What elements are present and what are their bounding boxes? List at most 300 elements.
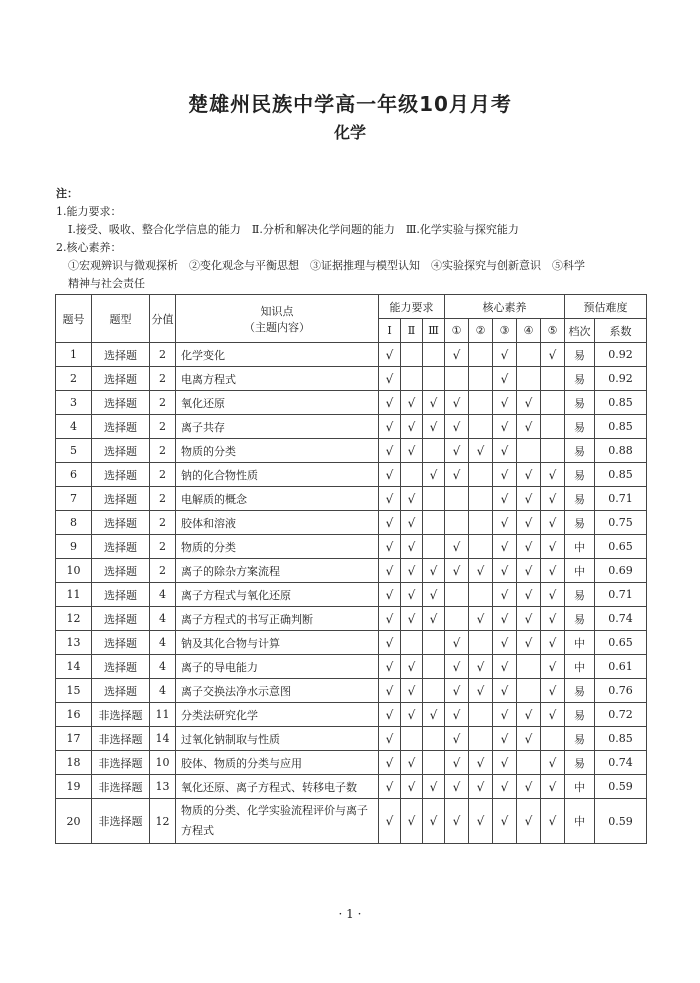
cell-literacy-3: √ xyxy=(493,583,517,607)
ability-head: 1.能力要求： xyxy=(56,205,122,218)
cell-ability-2: √ xyxy=(401,439,423,463)
cell-literacy-1: √ xyxy=(445,799,469,844)
cell-coef: 0.92 xyxy=(595,343,647,367)
notes xyxy=(56,185,652,293)
cell-literacy-2: √ xyxy=(469,775,493,799)
cell-level: 易 xyxy=(565,463,595,487)
cell-num: 4 xyxy=(56,415,92,439)
cell-type: 非选择题 xyxy=(92,727,150,751)
cell-literacy-3: √ xyxy=(493,799,517,844)
table-row xyxy=(56,799,647,844)
cell-ability-1: √ xyxy=(379,367,401,391)
cell-literacy-2 xyxy=(469,391,493,415)
cell-score: 10 xyxy=(150,751,176,775)
cell-ability-1: √ xyxy=(379,679,401,703)
cell-ability-3 xyxy=(423,511,445,535)
cell-coef: 0.85 xyxy=(595,727,647,751)
cell-literacy-1: √ xyxy=(445,703,469,727)
cell-knowledge: 电离方程式 xyxy=(176,367,379,391)
cell-literacy-3: √ xyxy=(493,511,517,535)
cell-num: 19 xyxy=(56,775,92,799)
cell-literacy-2 xyxy=(469,511,493,535)
cell-level: 易 xyxy=(565,343,595,367)
cell-type: 选择题 xyxy=(92,463,150,487)
cell-ability-3 xyxy=(423,367,445,391)
cell-type: 选择题 xyxy=(92,367,150,391)
cell-ability-3 xyxy=(423,631,445,655)
cell-ability-1: √ xyxy=(379,343,401,367)
cell-literacy-4: √ xyxy=(517,415,541,439)
cell-ability-2: √ xyxy=(401,679,423,703)
cell-literacy-2 xyxy=(469,343,493,367)
cell-literacy-2 xyxy=(469,703,493,727)
table-row xyxy=(56,679,647,703)
cell-ability-3: √ xyxy=(423,775,445,799)
cell-num: 20 xyxy=(56,799,92,844)
cell-literacy-4: √ xyxy=(517,463,541,487)
cell-literacy-4 xyxy=(517,751,541,775)
cell-type: 非选择题 xyxy=(92,703,150,727)
cell-literacy-1: √ xyxy=(445,631,469,655)
cell-level: 易 xyxy=(565,583,595,607)
cell-coef: 0.71 xyxy=(595,487,647,511)
cell-literacy-4: √ xyxy=(517,775,541,799)
table-row xyxy=(56,775,647,799)
cell-type: 选择题 xyxy=(92,511,150,535)
page-number: · 1 · xyxy=(338,907,362,921)
cell-score: 2 xyxy=(150,559,176,583)
cell-literacy-3: √ xyxy=(493,631,517,655)
cell-ability-2: √ xyxy=(401,535,423,559)
cell-type: 选择题 xyxy=(92,439,150,463)
cell-literacy-4: √ xyxy=(517,703,541,727)
header-knowledge xyxy=(176,295,379,343)
cell-score: 2 xyxy=(150,463,176,487)
cell-ability-3: √ xyxy=(423,391,445,415)
table-row xyxy=(56,559,647,583)
cell-coef: 0.72 xyxy=(595,703,647,727)
cell-num: 14 xyxy=(56,655,92,679)
cell-type: 选择题 xyxy=(92,487,150,511)
cell-literacy-1: √ xyxy=(445,535,469,559)
cell-literacy-2 xyxy=(469,727,493,751)
table-row xyxy=(56,391,647,415)
cell-type: 非选择题 xyxy=(92,751,150,775)
header-ability: 能力要求 xyxy=(379,295,445,319)
cell-score: 4 xyxy=(150,631,176,655)
cell-literacy-2 xyxy=(469,487,493,511)
cell-type: 选择题 xyxy=(92,607,150,631)
cell-level: 易 xyxy=(565,439,595,463)
table-row xyxy=(56,703,647,727)
cell-literacy-3: √ xyxy=(493,391,517,415)
cell-ability-3: √ xyxy=(423,607,445,631)
cell-num: 10 xyxy=(56,559,92,583)
cell-score: 2 xyxy=(150,415,176,439)
table-row xyxy=(56,727,647,751)
literacy-list-line2: 精神与社会责任 xyxy=(68,277,145,290)
cell-score: 12 xyxy=(150,799,176,844)
cell-knowledge: 离子方程式的书写正确判断 xyxy=(176,607,379,631)
cell-literacy-5: √ xyxy=(541,703,565,727)
cell-literacy-4: √ xyxy=(517,511,541,535)
cell-ability-2: √ xyxy=(401,559,423,583)
cell-literacy-2: √ xyxy=(469,679,493,703)
cell-literacy-3: √ xyxy=(493,439,517,463)
cell-level: 易 xyxy=(565,607,595,631)
cell-literacy-5: √ xyxy=(541,535,565,559)
cell-coef: 0.69 xyxy=(595,559,647,583)
cell-literacy-1: √ xyxy=(445,775,469,799)
cell-literacy-5: √ xyxy=(541,559,565,583)
cell-knowledge: 胶体和溶液 xyxy=(176,511,379,535)
cell-literacy-1: √ xyxy=(445,559,469,583)
header-ability-3: Ⅲ xyxy=(423,319,445,343)
table-row xyxy=(56,583,647,607)
cell-knowledge: 离子方程式与氧化还原 xyxy=(176,583,379,607)
cell-level: 中 xyxy=(565,559,595,583)
cell-coef: 0.75 xyxy=(595,511,647,535)
cell-literacy-1: √ xyxy=(445,727,469,751)
cell-coef: 0.74 xyxy=(595,751,647,775)
cell-coef: 0.85 xyxy=(595,415,647,439)
cell-knowledge: 钠的化合物性质 xyxy=(176,463,379,487)
cell-num: 18 xyxy=(56,751,92,775)
cell-literacy-4: √ xyxy=(517,391,541,415)
cell-ability-2: √ xyxy=(401,799,423,844)
cell-literacy-4 xyxy=(517,439,541,463)
cell-ability-1: √ xyxy=(379,799,401,844)
cell-level: 易 xyxy=(565,703,595,727)
cell-literacy-5: √ xyxy=(541,751,565,775)
cell-knowledge: 物质的分类、化学实验流程评价与离子方程式 xyxy=(176,799,379,844)
cell-literacy-2: √ xyxy=(469,607,493,631)
cell-type: 非选择题 xyxy=(92,799,150,844)
cell-ability-1: √ xyxy=(379,751,401,775)
cell-literacy-3: √ xyxy=(493,655,517,679)
cell-level: 易 xyxy=(565,415,595,439)
literacy-list-line1: ①宏观辨识与微观探析 ②变化观念与平衡思想 ③证据推理与模型认知 ④实验探究与创新意识 ⑤科学 xyxy=(68,259,585,272)
cell-literacy-1 xyxy=(445,367,469,391)
cell-score: 2 xyxy=(150,367,176,391)
header-difficulty: 预估难度 xyxy=(565,295,647,319)
cell-knowledge: 过氧化钠制取与性质 xyxy=(176,727,379,751)
cell-literacy-1: √ xyxy=(445,391,469,415)
cell-literacy-3: √ xyxy=(493,703,517,727)
cell-coef: 0.76 xyxy=(595,679,647,703)
cell-type: 选择题 xyxy=(92,559,150,583)
cell-ability-1: √ xyxy=(379,727,401,751)
cell-ability-3 xyxy=(423,535,445,559)
cell-literacy-2 xyxy=(469,367,493,391)
cell-literacy-5 xyxy=(541,727,565,751)
cell-literacy-2 xyxy=(469,415,493,439)
cell-score: 4 xyxy=(150,607,176,631)
cell-num: 16 xyxy=(56,703,92,727)
header-num: 题号 xyxy=(56,295,92,343)
ability-list: Ⅰ.接受、吸收、整合化学信息的能力 Ⅱ.分析和解决化学问题的能力 Ⅲ.化学实验与探究能力 xyxy=(68,223,519,236)
cell-score: 2 xyxy=(150,535,176,559)
cell-literacy-4: √ xyxy=(517,607,541,631)
cell-literacy-4: √ xyxy=(517,487,541,511)
cell-literacy-4: √ xyxy=(517,583,541,607)
cell-literacy-2: √ xyxy=(469,751,493,775)
cell-literacy-3: √ xyxy=(493,607,517,631)
cell-num: 2 xyxy=(56,367,92,391)
cell-coef: 0.59 xyxy=(595,799,647,844)
cell-literacy-5: √ xyxy=(541,583,565,607)
cell-level: 易 xyxy=(565,487,595,511)
cell-literacy-3: √ xyxy=(493,487,517,511)
table-row xyxy=(56,607,647,631)
cell-literacy-5: √ xyxy=(541,511,565,535)
cell-literacy-4: √ xyxy=(517,799,541,844)
cell-literacy-3: √ xyxy=(493,415,517,439)
cell-ability-1: √ xyxy=(379,559,401,583)
cell-literacy-5: √ xyxy=(541,775,565,799)
cell-num: 15 xyxy=(56,679,92,703)
page-title: 楚雄州民族中学高一年级10月月考 xyxy=(188,92,512,116)
cell-ability-2: √ xyxy=(401,583,423,607)
cell-score: 11 xyxy=(150,703,176,727)
cell-knowledge: 物质的分类 xyxy=(176,535,379,559)
cell-literacy-1: √ xyxy=(445,463,469,487)
cell-ability-3 xyxy=(423,487,445,511)
table-row xyxy=(56,631,647,655)
cell-ability-1: √ xyxy=(379,631,401,655)
cell-score: 2 xyxy=(150,487,176,511)
cell-num: 3 xyxy=(56,391,92,415)
cell-literacy-5: √ xyxy=(541,655,565,679)
cell-score: 2 xyxy=(150,439,176,463)
cell-knowledge: 分类法研究化学 xyxy=(176,703,379,727)
cell-literacy-5: √ xyxy=(541,799,565,844)
header-literacy-5: ⑤ xyxy=(541,319,565,343)
cell-knowledge: 物质的分类 xyxy=(176,439,379,463)
cell-ability-2: √ xyxy=(401,511,423,535)
cell-literacy-1: √ xyxy=(445,679,469,703)
cell-ability-3: √ xyxy=(423,559,445,583)
cell-type: 选择题 xyxy=(92,535,150,559)
cell-level: 易 xyxy=(565,367,595,391)
cell-literacy-2 xyxy=(469,631,493,655)
cell-score: 13 xyxy=(150,775,176,799)
cell-literacy-2: √ xyxy=(469,655,493,679)
header-literacy-3: ③ xyxy=(493,319,517,343)
cell-level: 易 xyxy=(565,751,595,775)
cell-ability-1: √ xyxy=(379,703,401,727)
cell-literacy-5: √ xyxy=(541,487,565,511)
cell-level: 中 xyxy=(565,799,595,844)
cell-literacy-4: √ xyxy=(517,727,541,751)
cell-coef: 0.74 xyxy=(595,607,647,631)
cell-ability-3: √ xyxy=(423,799,445,844)
cell-literacy-2 xyxy=(469,583,493,607)
cell-knowledge: 离子交换法净水示意图 xyxy=(176,679,379,703)
table-row xyxy=(56,487,647,511)
cell-level: 中 xyxy=(565,775,595,799)
cell-num: 9 xyxy=(56,535,92,559)
cell-ability-1: √ xyxy=(379,607,401,631)
cell-ability-1: √ xyxy=(379,487,401,511)
cell-score: 2 xyxy=(150,511,176,535)
cell-type: 选择题 xyxy=(92,391,150,415)
cell-ability-1: √ xyxy=(379,439,401,463)
cell-score: 14 xyxy=(150,727,176,751)
cell-knowledge: 氧化还原、离子方程式、转移电子数 xyxy=(176,775,379,799)
cell-ability-1: √ xyxy=(379,511,401,535)
table-row xyxy=(56,463,647,487)
cell-literacy-4: √ xyxy=(517,631,541,655)
cell-literacy-2 xyxy=(469,535,493,559)
cell-type: 选择题 xyxy=(92,583,150,607)
cell-knowledge: 氧化还原 xyxy=(176,391,379,415)
table-row xyxy=(56,751,647,775)
cell-knowledge: 化学变化 xyxy=(176,343,379,367)
table-row xyxy=(56,415,647,439)
cell-score: 4 xyxy=(150,679,176,703)
cell-literacy-4: √ xyxy=(517,559,541,583)
cell-num: 1 xyxy=(56,343,92,367)
cell-ability-2 xyxy=(401,727,423,751)
header-type: 题型 xyxy=(92,295,150,343)
cell-type: 选择题 xyxy=(92,415,150,439)
header-literacy: 核心素养 xyxy=(445,295,565,319)
cell-ability-3 xyxy=(423,727,445,751)
cell-ability-1: √ xyxy=(379,655,401,679)
cell-ability-3: √ xyxy=(423,583,445,607)
question-table xyxy=(55,294,647,844)
cell-score: 4 xyxy=(150,655,176,679)
header-literacy-1: ① xyxy=(445,319,469,343)
cell-num: 8 xyxy=(56,511,92,535)
cell-coef: 0.59 xyxy=(595,775,647,799)
cell-ability-1: √ xyxy=(379,415,401,439)
cell-num: 17 xyxy=(56,727,92,751)
cell-literacy-2: √ xyxy=(469,559,493,583)
cell-num: 11 xyxy=(56,583,92,607)
cell-ability-1: √ xyxy=(379,535,401,559)
cell-literacy-1: √ xyxy=(445,415,469,439)
cell-num: 13 xyxy=(56,631,92,655)
table-row xyxy=(56,511,647,535)
cell-coef: 0.71 xyxy=(595,583,647,607)
cell-knowledge: 离子的除杂方案流程 xyxy=(176,559,379,583)
cell-ability-2: √ xyxy=(401,487,423,511)
cell-ability-2 xyxy=(401,367,423,391)
cell-ability-1: √ xyxy=(379,583,401,607)
notes-head: 注： xyxy=(56,187,78,200)
cell-knowledge: 胶体、物质的分类与应用 xyxy=(176,751,379,775)
cell-type: 选择题 xyxy=(92,679,150,703)
header-ability-1: Ⅰ xyxy=(379,319,401,343)
cell-literacy-3: √ xyxy=(493,463,517,487)
cell-num: 6 xyxy=(56,463,92,487)
cell-knowledge: 离子共存 xyxy=(176,415,379,439)
cell-ability-3 xyxy=(423,655,445,679)
cell-literacy-1 xyxy=(445,511,469,535)
cell-literacy-3: √ xyxy=(493,367,517,391)
cell-type: 非选择题 xyxy=(92,775,150,799)
cell-literacy-5: √ xyxy=(541,343,565,367)
cell-literacy-5 xyxy=(541,415,565,439)
cell-literacy-1: √ xyxy=(445,439,469,463)
cell-ability-3: √ xyxy=(423,463,445,487)
cell-ability-2: √ xyxy=(401,775,423,799)
cell-literacy-4 xyxy=(517,679,541,703)
cell-literacy-3: √ xyxy=(493,559,517,583)
cell-ability-3: √ xyxy=(423,703,445,727)
cell-literacy-1: √ xyxy=(445,343,469,367)
cell-ability-3: √ xyxy=(423,415,445,439)
cell-ability-1: √ xyxy=(379,463,401,487)
header-difficulty-1: 档次 xyxy=(565,319,595,343)
cell-score: 4 xyxy=(150,583,176,607)
cell-coef: 0.65 xyxy=(595,535,647,559)
cell-ability-2: √ xyxy=(401,751,423,775)
cell-literacy-5 xyxy=(541,391,565,415)
cell-score: 2 xyxy=(150,343,176,367)
cell-ability-2 xyxy=(401,463,423,487)
cell-ability-2: √ xyxy=(401,391,423,415)
cell-coef: 0.88 xyxy=(595,439,647,463)
header-knowledge-main: 知识点 xyxy=(260,304,294,318)
cell-literacy-2 xyxy=(469,463,493,487)
cell-ability-3 xyxy=(423,439,445,463)
cell-literacy-1 xyxy=(445,487,469,511)
cell-ability-3 xyxy=(423,679,445,703)
cell-level: 易 xyxy=(565,679,595,703)
cell-level: 中 xyxy=(565,631,595,655)
cell-literacy-5: √ xyxy=(541,631,565,655)
cell-ability-2: √ xyxy=(401,655,423,679)
cell-ability-1: √ xyxy=(379,775,401,799)
header-score: 分值 xyxy=(150,295,176,343)
cell-knowledge: 钠及其化合物与计算 xyxy=(176,631,379,655)
cell-literacy-5 xyxy=(541,439,565,463)
cell-literacy-2: √ xyxy=(469,799,493,844)
cell-literacy-1 xyxy=(445,607,469,631)
cell-coef: 0.61 xyxy=(595,655,647,679)
cell-literacy-1 xyxy=(445,583,469,607)
cell-type: 选择题 xyxy=(92,343,150,367)
cell-level: 中 xyxy=(565,655,595,679)
cell-level: 中 xyxy=(565,535,595,559)
cell-literacy-5 xyxy=(541,367,565,391)
table-row xyxy=(56,343,647,367)
cell-literacy-3: √ xyxy=(493,679,517,703)
cell-ability-2: √ xyxy=(401,703,423,727)
cell-score: 2 xyxy=(150,391,176,415)
cell-num: 5 xyxy=(56,439,92,463)
cell-coef: 0.85 xyxy=(595,463,647,487)
cell-knowledge: 电解质的概念 xyxy=(176,487,379,511)
cell-ability-2: √ xyxy=(401,607,423,631)
cell-knowledge: 离子的导电能力 xyxy=(176,655,379,679)
cell-level: 易 xyxy=(565,391,595,415)
table-row xyxy=(56,439,647,463)
table-row xyxy=(56,535,647,559)
cell-level: 易 xyxy=(565,727,595,751)
cell-literacy-3: √ xyxy=(493,727,517,751)
cell-ability-2: √ xyxy=(401,415,423,439)
cell-ability-2 xyxy=(401,343,423,367)
literacy-head: 2.核心素养： xyxy=(56,241,122,254)
cell-literacy-2: √ xyxy=(469,439,493,463)
cell-ability-3 xyxy=(423,343,445,367)
cell-num: 12 xyxy=(56,607,92,631)
cell-num: 7 xyxy=(56,487,92,511)
